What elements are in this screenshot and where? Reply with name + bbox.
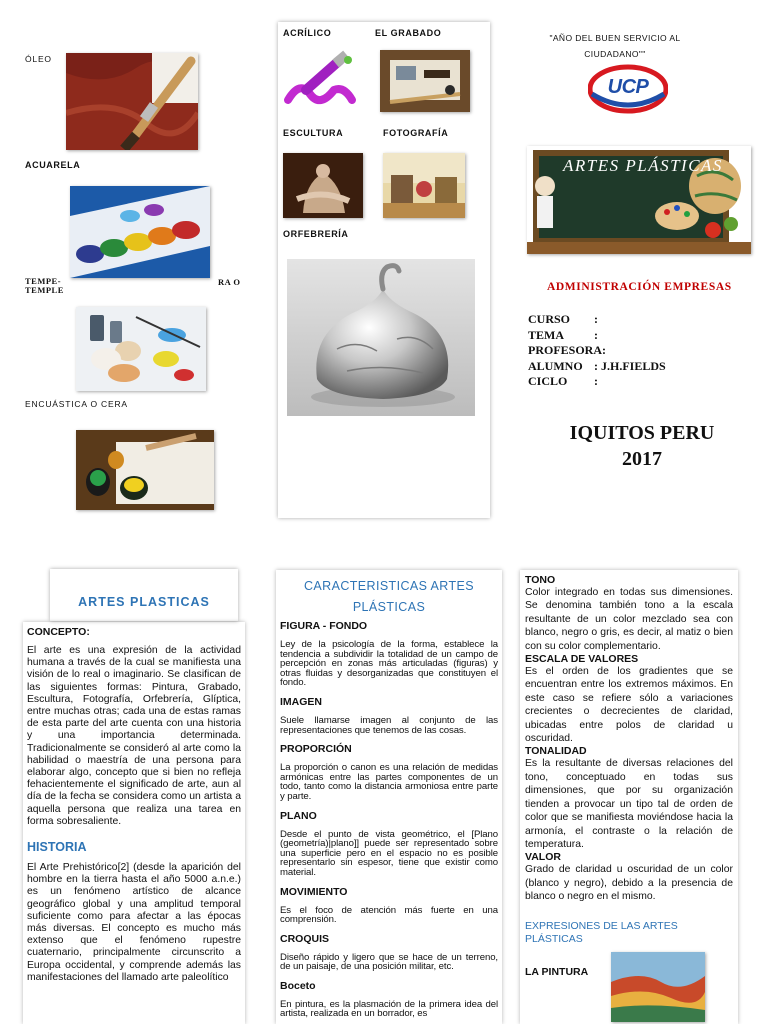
imagen-heading: IMAGEN	[280, 695, 322, 708]
fotografia-label: FOTOGRAFÍA	[383, 128, 449, 138]
info-key: ALUMNO	[528, 358, 583, 373]
pintura-row	[525, 952, 733, 1022]
year: 2017	[622, 448, 662, 470]
valor-heading: VALOR	[525, 851, 561, 864]
artes-plasticas-title: ARTES PLASTICAS	[78, 595, 210, 609]
figura-fondo-heading: FIGURA - FONDO	[280, 620, 368, 632]
info-key: PROFESORA	[528, 343, 603, 357]
plano-heading: PLANO	[280, 809, 317, 822]
croquis-text: Diseño rápido y ligero que se hace de un terreno, de un paisaje, de una posición militar, etc.	[280, 951, 498, 973]
info-sep: :	[594, 312, 598, 326]
escala-text: Es el orden de los gradientes que se encuentran entre los extremos máximos. En este caso se refiere sólo a variaciones crecientes o decrecientes de claridad, ubicadas entre polos de claridad u oscuridad.	[525, 666, 733, 745]
info-row-tema	[528, 328, 666, 344]
movimiento-text: Es el foco de atención más fuerte en una comprensión.	[280, 904, 498, 926]
concepto-text: El arte es una expresión de la actividad humana a través de la cual se manifiesta una visión de lo real o imaginario. Se clasifican de las siguientes formas: Pintura, Grabado, Escultura, Fotografía, Orfebrería, Glíptica, entre muchas otras; cada una de estas ramas de esta parte del arte cuenta con una historia y una importancia determinada. Tradicionalmente se consideró al arte como la habilidad o maestría de una persona para elaborar algo, concepto que si bien no refleja fehacientemente el significado de arte, aun al día de la fecha se considera como un artista a aquella persona que realiza una tarea en forma sobresaliente.	[27, 645, 241, 827]
temple-image	[76, 307, 206, 391]
artes-plasticas-banner	[527, 146, 751, 254]
acrilico-label: ACRÍLICO	[283, 28, 332, 38]
tonalidad-text: Es la resultante de diversas relaciones del tono, conceptuado en todas sus dimensiones, que por su organización tienden a provocar un tipo tal de orden de color que se manifiesta moviéndose hacia la armonía, el contraste o la relación de temperatura.	[525, 758, 733, 850]
temple-label-suffix: RA O	[218, 277, 241, 287]
year-motto	[530, 30, 700, 62]
escala-heading: ESCALA DE VALORES	[525, 653, 639, 666]
grabado-image	[380, 50, 470, 112]
acuarela-label: ACUARELA	[25, 160, 81, 170]
student-info	[528, 312, 666, 390]
valor-text: Grado de claridad u oscuridad de un color (blanco y negro), debido a la presencia de blanco o negro en el mismo.	[525, 864, 733, 903]
city: IQUITOS PERU	[569, 422, 715, 444]
orfebreria-image	[287, 259, 475, 416]
proporcion-text: La proporción o canon es una relación de medidas armónicas entre las partes componentes de un todo, tanto como la distancia armoniosa entre parte y parte.	[280, 762, 498, 802]
encaustica-image	[76, 430, 214, 510]
pintura-image	[611, 952, 705, 1022]
movimiento-heading: MOVIMIENTO	[280, 885, 348, 898]
info-key: CURSO	[528, 312, 571, 326]
banner-title: ARTES PLÁSTICAS	[563, 156, 723, 175]
pintura-label: LA PINTURA	[525, 965, 589, 978]
acuarela-image	[70, 186, 210, 278]
city-year	[540, 420, 744, 472]
tono-text: Color integrado en todas sus dimensiones. Se denomina también tono a la escala resultante de un color mezclado sea con blanco, negro o gris, es decir, al matiz o bien con su color complementario.	[525, 587, 733, 652]
info-key: TEMA	[528, 327, 564, 342]
faculty-title: ADMINISTRACIÓN EMPRESAS	[547, 281, 732, 293]
historia-heading: HISTORIA	[27, 840, 87, 855]
temple-label: TEMPE- TEMPLE	[25, 276, 64, 295]
caracteristicas-panel	[276, 570, 502, 1024]
grabado-label: EL GRABADO	[375, 28, 442, 38]
info-row-alumno	[528, 359, 666, 375]
year-motto-line2: CIUDADANO""	[584, 49, 646, 59]
orfebreria-label: ORFEBRERÍA	[283, 229, 349, 239]
escultura-label: ESCULTURA	[283, 128, 344, 138]
year-motto-line1: "AÑO DEL BUEN SERVICIO AL	[549, 33, 681, 43]
fotografia-image	[383, 153, 465, 218]
tonalidad-heading: TONALIDAD	[525, 745, 587, 758]
info-sep: :	[594, 327, 598, 342]
info-row-curso	[528, 312, 666, 328]
info-key: CICLO	[528, 374, 568, 388]
info-sep: :	[594, 358, 598, 373]
oleo-label: ÓLEO	[25, 54, 52, 64]
acrilico-image	[280, 50, 362, 112]
info-sep: :	[594, 374, 598, 388]
imagen-text: Suele llamarse imagen al conjunto de las representaciones que tenemos de las cosas.	[280, 714, 498, 736]
ucp-logo	[588, 64, 668, 114]
info-row-profesora	[528, 343, 666, 359]
concepto-heading: CONCEPTO:	[27, 626, 90, 638]
tono-heading: TONO	[525, 574, 556, 586]
caracteristicas-title: CARACTERISTICAS ARTES PLÁSTICAS	[303, 579, 474, 614]
expresiones-heading: EXPRESIONES DE LAS ARTES PLÁSTICAS	[525, 919, 678, 945]
encaustica-label: ENCUÁSTICA O CERA	[25, 399, 128, 409]
boceto-heading: Boceto	[280, 979, 316, 992]
proporcion-heading: PROPORCIÓN	[280, 743, 352, 756]
concepto-panel	[23, 622, 245, 1024]
info-sep: :	[602, 343, 607, 357]
plano-text: Desde el punto de vista geométrico, el [Plano (geometría)|plano]] puede ser representado sobre una superficie pero en el espacio no es posible representarlo sin espesor, tiene que existir como material.	[280, 828, 498, 878]
boceto-text: En pintura, es la plasmación de la primera idea del artista, realizada en un borrador, es	[280, 998, 498, 1020]
color-concepts-panel	[520, 570, 738, 1024]
info-row-ciclo	[528, 374, 666, 390]
info-value: J.H.FIELDS	[601, 358, 666, 373]
croquis-heading: CROQUIS	[280, 932, 330, 945]
artes-plasticas-title-box	[50, 569, 238, 621]
figura-fondo-text: Ley de la psicología de la forma, establece la tendencia a subdividir la totalidad de un campo de percepción en zonas más articuladas (figuras) y otras fluidas y desorganizadas que constituyen el fondo.	[280, 639, 498, 689]
oleo-image	[66, 53, 198, 150]
ucp-logo-text: UCP	[607, 76, 649, 98]
escultura-image	[283, 153, 363, 218]
historia-text: El Arte Prehistórico[2] (desde la aparición del hombre en la tierra hasta el año 5000 a.n.e.) es un fenómeno artístico de alcance geográfico global y una amplitud temporal suficiente como para afectar a las épocas más diversas. El concepto es mucho más extenso que el fenómeno rupestre cuaternario, principalmente circunscrito a Europa occidental, y comprende además las manifestaciones del llamado arte paleolítico	[27, 862, 241, 983]
